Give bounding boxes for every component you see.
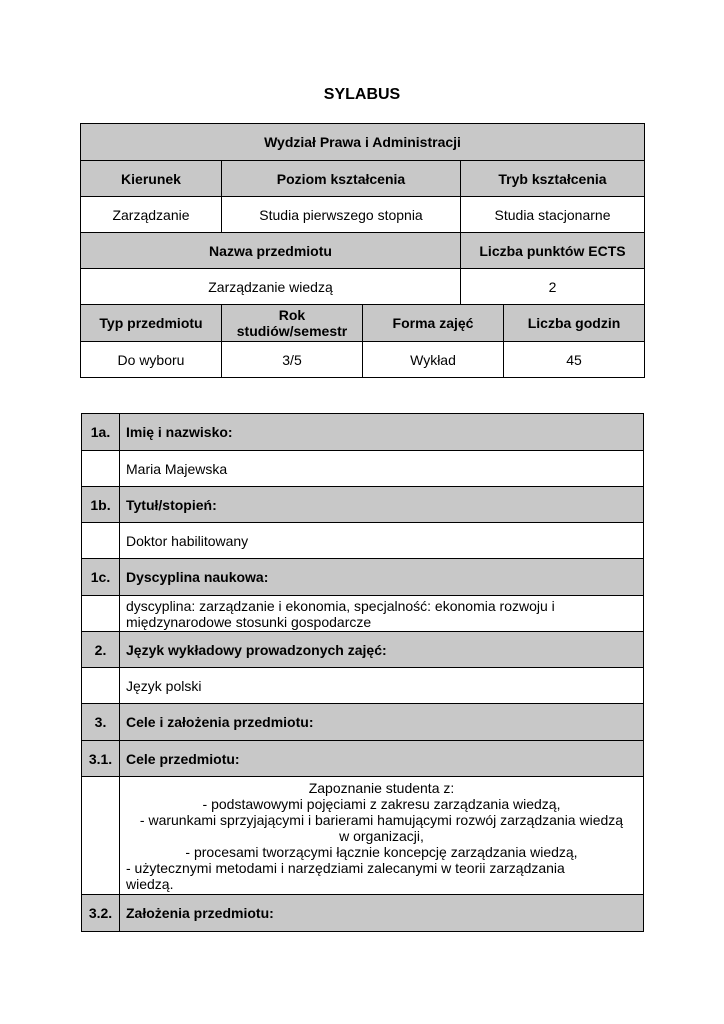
section-3-number: 3.	[82, 704, 120, 741]
section-1c-value	[120, 596, 644, 632]
section-3-label: Cele i założenia przedmiotu:	[120, 704, 644, 741]
section-3-2-number: 3.2.	[82, 895, 120, 932]
section-3-1-spacer	[82, 777, 120, 895]
goals-line-3: - warunkami sprzyjającymi i barierami hamującymi rozwój zarządzania wiedzą	[139, 811, 624, 828]
poziom-value: Studia pierwszego stopnia	[222, 197, 461, 233]
faculty-name: Wydział Prawa i Administracji	[81, 124, 645, 161]
ects-value: 2	[461, 269, 645, 305]
typ-header: Typ przedmiotu	[81, 305, 222, 342]
section-1b-number: 1b.	[82, 487, 120, 523]
goals-line-6: - użytecznymi metodami i narzędziami zalecanymi w teorii zarządzania	[126, 859, 565, 876]
tryb-header: Tryb kształcenia	[461, 161, 645, 197]
goals-line-4: w organizacji,	[339, 827, 424, 844]
document-title: SYLABUS	[323, 86, 401, 103]
section-1a-spacer	[82, 451, 120, 487]
section-1c-value-line-2: międzynarodowe stosunki gospodarcze	[126, 613, 372, 630]
section-1a-label: Imię i nazwisko:	[120, 414, 644, 451]
nazwa-header: Nazwa przedmiotu	[81, 233, 461, 269]
section-2-label: Język wykładowy prowadzonych zajęć:	[120, 632, 644, 668]
section-3-2-label: Założenia przedmiotu:	[120, 895, 644, 932]
section-3-1-label: Cele przedmiotu:	[120, 741, 644, 777]
kierunek-header: Kierunek	[81, 161, 222, 197]
poziom-header: Poziom kształcenia	[222, 161, 461, 197]
section-1a-value: Maria Majewska	[120, 451, 644, 487]
rok-value: 3/5	[222, 342, 363, 378]
section-1b-label: Tytuł/stopień:	[120, 487, 644, 523]
kierunek-value: Zarządzanie	[81, 197, 222, 233]
godziny-header: Liczba godzin	[504, 305, 645, 342]
forma-value: Wykład	[363, 342, 504, 378]
section-1b-value: Doktor habilitowany	[120, 523, 644, 559]
godziny-value: 45	[504, 342, 645, 378]
rok-header	[222, 305, 363, 342]
section-1c-number: 1c.	[82, 559, 120, 596]
rok-header-line-1: Rok	[278, 307, 306, 323]
section-1a-number: 1a.	[82, 414, 120, 451]
course-info-table	[80, 123, 645, 378]
section-3-1-number: 3.1.	[82, 741, 120, 777]
section-3-1-goals	[120, 777, 644, 895]
forma-header: Forma zajęć	[363, 305, 504, 342]
section-2-value: Język polski	[120, 668, 644, 704]
typ-value: Do wyboru	[81, 342, 222, 378]
nazwa-value: Zarządzanie wiedzą	[81, 269, 461, 305]
ects-header: Liczba punktów ECTS	[461, 233, 645, 269]
goals-line-1: Zapoznanie studenta z:	[308, 779, 455, 796]
section-1c-value-line-1: dyscyplina: zarządzanie i ekonomia, specjalność: ekonomia rozwoju i	[126, 597, 555, 614]
syllabus-sections-table	[81, 413, 644, 932]
goals-line-2: - podstawowymi pojęciami z zakresu zarządzania wiedzą,	[202, 795, 561, 812]
rok-header-line-2: studiów/semestr	[236, 323, 348, 339]
goals-line-7: wiedzą.	[126, 875, 174, 892]
section-2-number: 2.	[82, 632, 120, 668]
section-1b-spacer	[82, 523, 120, 559]
section-1c-label: Dyscyplina naukowa:	[120, 559, 644, 596]
goals-line-5: - procesami tworzącymi łącznie koncepcję zarządzania wiedzą,	[185, 843, 578, 860]
section-2-spacer	[82, 668, 120, 704]
tryb-value: Studia stacjonarne	[461, 197, 645, 233]
section-1c-spacer	[82, 596, 120, 632]
